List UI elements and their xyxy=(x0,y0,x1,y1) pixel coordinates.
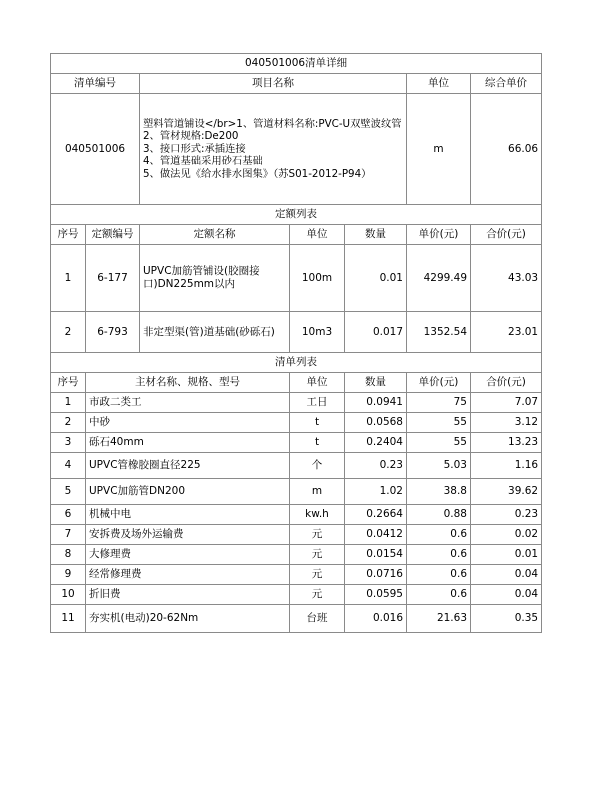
material-unit: t xyxy=(290,433,345,453)
material-qty: 0.0154 xyxy=(345,545,407,565)
bill-description-line: 4、管道基础采用砂石基础 xyxy=(143,155,263,168)
material-price: 75 xyxy=(407,393,471,413)
quota-total: 23.01 xyxy=(471,312,542,353)
material-row xyxy=(51,565,542,585)
quota-seq-header: 序号 xyxy=(51,225,86,245)
material-row xyxy=(51,393,542,413)
material-unit: 元 xyxy=(290,525,345,545)
material-unit: m xyxy=(290,479,345,505)
quota-name: 非定型渠(管)道基础(砂砾石) xyxy=(140,312,290,353)
material-total: 1.16 xyxy=(471,453,542,479)
material-name: 折旧费 xyxy=(86,585,290,605)
bill-detail-table xyxy=(50,53,542,633)
material-price-header: 单价(元) xyxy=(407,373,471,393)
material-qty: 0.0716 xyxy=(345,565,407,585)
material-qty: 0.2664 xyxy=(345,505,407,525)
quota-price: 1352.54 xyxy=(407,312,471,353)
material-seq: 3 xyxy=(51,433,86,453)
material-unit: 个 xyxy=(290,453,345,479)
material-price: 0.6 xyxy=(407,585,471,605)
bill-description-line: 3、接口形式:承插连接 xyxy=(143,142,246,155)
bill-description-line: 塑料管道铺设</br>1、管道材料名称:PVC-U双壁波纹管 xyxy=(143,117,402,130)
material-unit: 工日 xyxy=(290,393,345,413)
quota-qty: 0.01 xyxy=(345,245,407,312)
material-price: 0.6 xyxy=(407,545,471,565)
material-row xyxy=(51,433,542,453)
quota-seq: 1 xyxy=(51,245,86,312)
material-unit: kw.h xyxy=(290,505,345,525)
bill-description-line: 2、管材规格:De200 xyxy=(143,130,239,143)
quota-row xyxy=(51,312,542,353)
material-total: 7.07 xyxy=(471,393,542,413)
material-unit: t xyxy=(290,413,345,433)
material-unit: 元 xyxy=(290,585,345,605)
material-name: 夯实机(电动)20-62Nm xyxy=(86,605,290,633)
material-total: 0.35 xyxy=(471,605,542,633)
material-name: 砾石40mm xyxy=(86,433,290,453)
material-seq: 9 xyxy=(51,565,86,585)
material-total: 0.04 xyxy=(471,565,542,585)
material-price: 21.63 xyxy=(407,605,471,633)
material-seq: 1 xyxy=(51,393,86,413)
material-total: 0.01 xyxy=(471,545,542,565)
bill-price: 66.06 xyxy=(471,94,542,205)
material-total: 13.23 xyxy=(471,433,542,453)
material-qty: 0.2404 xyxy=(345,433,407,453)
quota-total: 43.03 xyxy=(471,245,542,312)
material-price: 0.6 xyxy=(407,525,471,545)
bill-description xyxy=(140,94,407,205)
material-price: 0.6 xyxy=(407,565,471,585)
material-seq-header: 序号 xyxy=(51,373,86,393)
quota-seq: 2 xyxy=(51,312,86,353)
quota-row xyxy=(51,245,542,312)
bill-unit: m xyxy=(407,94,471,205)
quota-unit: 100m xyxy=(290,245,345,312)
material-price: 55 xyxy=(407,433,471,453)
material-name: 安拆费及场外运输费 xyxy=(86,525,290,545)
material-total: 0.02 xyxy=(471,525,542,545)
material-qty: 0.23 xyxy=(345,453,407,479)
quota-qty-header: 数量 xyxy=(345,225,407,245)
material-qty: 0.0412 xyxy=(345,525,407,545)
quota-section-title: 定额列表 xyxy=(51,205,542,225)
quota-price: 4299.49 xyxy=(407,245,471,312)
material-row xyxy=(51,413,542,433)
material-total: 0.04 xyxy=(471,585,542,605)
material-name: 中砂 xyxy=(86,413,290,433)
material-seq: 10 xyxy=(51,585,86,605)
quota-code-header: 定额编号 xyxy=(86,225,140,245)
material-row xyxy=(51,585,542,605)
quota-total-header: 合价(元) xyxy=(471,225,542,245)
quota-unit-header: 单位 xyxy=(290,225,345,245)
bill-price-header: 综合单价 xyxy=(471,74,542,94)
quota-name: UPVC加筋管铺设(胶圈接口)DN225mm以内 xyxy=(140,245,290,312)
material-qty: 0.016 xyxy=(345,605,407,633)
material-total: 39.62 xyxy=(471,479,542,505)
quota-qty: 0.017 xyxy=(345,312,407,353)
material-row xyxy=(51,505,542,525)
material-row xyxy=(51,605,542,633)
material-price: 0.88 xyxy=(407,505,471,525)
quota-unit: 10m3 xyxy=(290,312,345,353)
material-qty-header: 数量 xyxy=(345,373,407,393)
bill-code: 040501006 xyxy=(51,94,140,205)
material-name: 机械中电 xyxy=(86,505,290,525)
material-total-header: 合价(元) xyxy=(471,373,542,393)
material-name: 市政二类工 xyxy=(86,393,290,413)
material-name-header: 主材名称、规格、型号 xyxy=(86,373,290,393)
material-name: 经常修理费 xyxy=(86,565,290,585)
material-row xyxy=(51,453,542,479)
material-qty: 0.0595 xyxy=(345,585,407,605)
material-unit: 元 xyxy=(290,545,345,565)
material-seq: 8 xyxy=(51,545,86,565)
material-price: 5.03 xyxy=(407,453,471,479)
quota-code: 6-177 xyxy=(86,245,140,312)
material-unit: 元 xyxy=(290,565,345,585)
bill-description-line: 5、做法见《给水排水图集》（苏S01-2012-P94） xyxy=(143,167,372,180)
material-name: UPVC管橡胶圈直径225 xyxy=(86,453,290,479)
material-row xyxy=(51,479,542,505)
material-section-title: 清单列表 xyxy=(51,353,542,373)
table-title: 040501006清单详细 xyxy=(51,54,542,74)
material-seq: 5 xyxy=(51,479,86,505)
material-row xyxy=(51,545,542,565)
material-seq: 11 xyxy=(51,605,86,633)
material-total: 0.23 xyxy=(471,505,542,525)
material-seq: 2 xyxy=(51,413,86,433)
material-name: 大修理费 xyxy=(86,545,290,565)
material-unit: 台班 xyxy=(290,605,345,633)
quota-name-header: 定额名称 xyxy=(140,225,290,245)
material-total: 3.12 xyxy=(471,413,542,433)
material-seq: 7 xyxy=(51,525,86,545)
material-seq: 4 xyxy=(51,453,86,479)
material-qty: 0.0568 xyxy=(345,413,407,433)
quota-price-header: 单价(元) xyxy=(407,225,471,245)
material-qty: 0.0941 xyxy=(345,393,407,413)
quota-code: 6-793 xyxy=(86,312,140,353)
material-qty: 1.02 xyxy=(345,479,407,505)
bill-name-header: 项目名称 xyxy=(140,74,407,94)
material-name: UPVC加筋管DN200 xyxy=(86,479,290,505)
material-price: 38.8 xyxy=(407,479,471,505)
material-price: 55 xyxy=(407,413,471,433)
material-unit-header: 单位 xyxy=(290,373,345,393)
material-seq: 6 xyxy=(51,505,86,525)
material-row xyxy=(51,525,542,545)
bill-unit-header: 单位 xyxy=(407,74,471,94)
bill-code-header: 清单编号 xyxy=(51,74,140,94)
